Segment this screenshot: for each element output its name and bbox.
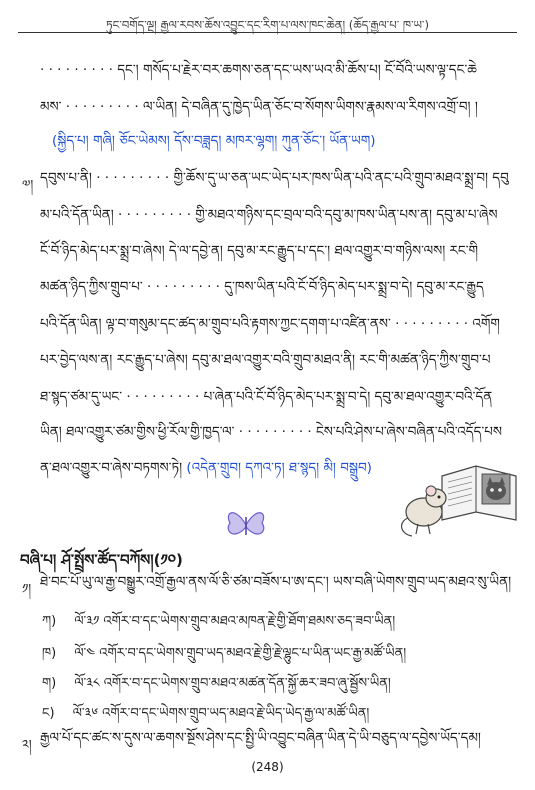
text-line-2: མས་ · · · · · · · · · ལ་ཡིན། དེ་བཞིན་དུ་ཁྱེད་ཡིན་ཅོང་བ་སོགས་ཡིགས་རྣམས་ལ་རིགས་འགྲོ་བ། །	[40, 99, 478, 115]
text-line-1: · · · · · · · · · དང་། གསོད་པ་རྗེར་བར་ཆགས་ཅན་དང་ཡས་ཡའ་མི་ཆོས་པ། ངོ་བོའི་ཡས་ལྟ་དང་ཆེ	[40, 62, 477, 78]
text-line-11: ཡིན། ཐལ་འགྱུར་ཙམ་གྱིས་ཕྱི་རོལ་གྱི་ཁྱད་ལ་ · · · · · · · · · ངེས་པའི་ཤེས་པ་ཞེས་བཞིན་པའི་འདོད་པས	[40, 424, 503, 440]
word-bank-2: (འདེན་གྲུབ། དཀའ་ཏ། ཐ་སྙད། མི། བསྒྲུབ)	[186, 460, 372, 476]
page-number: (248)	[251, 760, 284, 774]
mouse-reading-book-illustration	[398, 458, 520, 542]
text-line-7: མཚན་ཉིད་ཀྱིས་གྲུབ་པ་ · · · · · · · · · དུ་ཁས་ཡིན་པའི་ངོ་བོ་ཉིད་མེད་པར་སྨྲ་བ་དེ། དབུ་མ་རང་རྒྱུད	[40, 279, 484, 295]
question-number-1: ༡།	[22, 582, 32, 597]
text-line-5: མ་པའི་དོན་ཡིན། · · · · · · · · · གྱི་མཐའ་གཉིས་དང་བྲལ་བའི་དབུ་མ་ཁས་ཡིན་པས་ན། དབུ་མ་པ་ཞེས	[40, 207, 498, 223]
option-b-label: ཁ)	[42, 646, 57, 661]
option-b-text: ལོ་༤ འགོར་བ་དང་ཡེགས་གྲུབ་ཡད་མཐའ་རྗེ་གྱི་རྗེ་ལྷུང་པ་ཡིན་ཡང་རྒྱ་མཚོ་ཡིན།	[74, 646, 407, 661]
option-c-text: ལོ་༣༨ འགོར་བ་དང་ཡེགས་གྲུབ་མཐའ་མཚན་དོན་སྐྱོ་ཆར་ཟབ་ཞུ་སྦྱོས་ཡིན།	[74, 676, 391, 691]
section-heading: བཞི་པ། ཤོ་སྤྲོས་ཚོད་བཀོས།(༡༠)	[20, 551, 183, 569]
page-header: ཏུང་བགོད་ལྔ། རྒྱལ་རབས་ཆོས་འབྱུང་དང་རིག་པ་ལས་ཁང་ཆེན། (ཆོད་རྒྱལ་པ་ ཁ་ཡ་)	[105, 18, 430, 32]
item-number: ༧།	[22, 178, 34, 193]
text-line-10: ཐ་སྙད་ཙམ་དུ་ཡང་ · · · · · · · · · པ་ཞེན་པའི་ངོ་བོ་ཉིད་མེད་པར་སྨྲ་བ་དེ། དབུ་མ་ཐལ་འགྱུར་བའི་དོན	[40, 389, 493, 405]
text-line-12	[40, 458, 372, 478]
option-a-label: ཀ)	[42, 614, 57, 629]
option-d-label: ང)	[42, 706, 55, 721]
question-1: ཐེ་བང་པོ་ཡུ་ལ་རྒྱ་བསྒྱུར་འགྲོ་རྒྱལ་ནས་ལོ་ཅི་ཙམ་བཟོས་པ་ཨ་དང་། ཡས་བཞི་ཡེགས་གྲུབ་ཡད་མཐའ་སུ་ཡིན།	[40, 574, 512, 590]
question-number-2: ༢།	[22, 738, 32, 753]
text-line-12-main: ན་ཐལ་འགྱུར་བ་ཞེས་བཏགས་ཏེ།	[40, 460, 187, 476]
word-bank-1: (སྐྱིད་པ། གཞི། ཅོང་ཡེམས། དོས་བཟླད། མཁར་ལྷག། ཀུན་ཅོང་། ཡོན་ཡག)	[52, 133, 376, 149]
text-line-6: ངོ་བོ་ཉིད་མེད་པར་སྨྲ་བ་ཞེས། དེ་ལ་དབྱེ་ན། དབུ་མ་རང་རྒྱུད་པ་དང་། ཐལ་འགྱུར་བ་གཉིས་ལས། རང་གི	[40, 243, 479, 259]
header-rule	[18, 32, 517, 33]
question-2: རྒྱལ་པོ་དང་ཚང་ས་དུས་ལ་ཆགས་སྔོས་ཤེས་དང་སྤྱི་ཡི་འབྱུང་བཞིན་ཡིན་དེ་ཡི་བཅུད་ལ་དབྱེས་ཡོད་དམ།	[40, 730, 481, 746]
butterfly-illustration	[222, 505, 270, 545]
option-c-label: ག)	[42, 676, 57, 691]
text-line-8: པའི་དོན་ཡིན། ལྟ་བ་གསུམ་དང་ཚད་མ་གྲུབ་པའི་རྟགས་ཀྱང་དགག་པ་འཛིན་ནས་ · · · · · · · · · འགོག	[40, 316, 500, 332]
text-line-9: པར་བྱེད་ལས་ན། རང་རྒྱུད་པ་ཞེས། དབུ་མ་ཐལ་འགྱུར་བའི་གྲུབ་མཐའ་ནི། རང་གི་མཚན་ཉིད་ཀྱིས་གྲུབ་པ	[40, 352, 491, 368]
text-line-4: དབུས་པ་ནི། · · · · · · · · · གྱི་ཆོས་དུ་ཡ་ཅན་ཡང་ཡེད་པར་ཁས་ཡིན་པའི་ནང་པའི་གྲུབ་མཐའ་སྨྲ་བ། དབུ	[40, 170, 509, 186]
option-a-text: ལོ་༣༡ འགོར་བ་དང་ཡེགས་གྲུབ་མཐའ་མཁན་རྗེ་གྱི་ཐོག་ཐམས་ཅད་ཟབ་ཡིན།	[74, 614, 396, 629]
option-d-text: ལོ་༣༦ འགོར་བ་དང་ཡེགས་གྲུབ་ཡད་མཐའ་རྗེ་ཡིད་ཡེད་རྒྱ་ལ་མཚོ་ཡིན།	[72, 706, 370, 721]
